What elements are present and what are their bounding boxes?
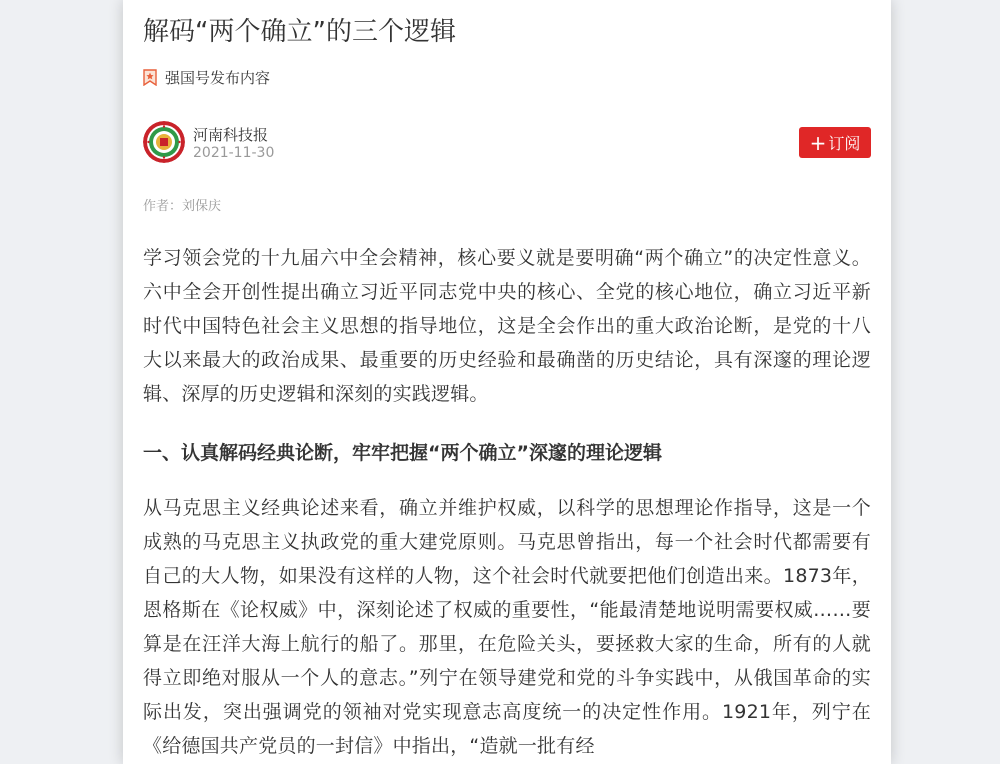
article-paragraph: 学习领会党的十九届六中全会精神，核心要义就是要明确“两个确立”的决定性意义。六中全会开创性提出确立习近平同志党中央的核心、全党的核心地位，确立习近平新时代中国特色社会主义思想的指导地位，这是全会作出的重大政治论断，是党的十八大以来最大的政治成果、最重要的历史经验和最确凿的历史结论，具有深邃的理论逻辑、深厚的历史逻辑和深刻的实践逻辑。 [143,247,871,405]
publisher-name[interactable]: 河南科技报 [193,126,269,144]
source-row [143,66,270,88]
article-page [123,0,891,764]
section-heading: 一、认真解码经典论断，牢牢把握“两个确立”深邃的理论逻辑 [143,442,662,464]
publish-date: 2021-11-30 [193,145,275,161]
article-paragraph: 从马克思主义经典论述来看，确立并维护权威，以科学的思想理论作指导，这是一个成熟的马克思主义执政党的重大建党原则。马克思曾指出，每一个社会时代都需要有自己的大人物，如果没有这样的人物，这个社会时代就要把他们创造出来。1873年，恩格斯在《论权威》中，深刻论述了权威的重要性，“能最清楚地说明需要权威……要算是在汪洋大海上航行的船了。那里，在危险关头，要拯救大家的生命，所有的人就得立即绝对服从一个人的意志。”列宁在领导建党和党的斗争实践中，从俄国革命的实际出发，突出强调党的领袖对党实现意志高度统一的决定性作用。1921年，列宁在《给德国共产党员的一封信》中指出，“造就一批有经 [143,497,871,757]
newspaper-logo-icon[interactable] [143,121,185,163]
subscribe-label: 订阅 [828,134,861,153]
source-label: 强国号发布内容 [165,68,271,87]
publisher-row [143,120,871,164]
bookmark-star-icon [143,69,157,86]
article-title: 解码“两个确立”的三个逻辑 [143,17,456,47]
plus-icon: + [809,130,827,155]
subscribe-button[interactable] [799,127,871,158]
author-line: 作者：刘保庆 [143,199,222,214]
